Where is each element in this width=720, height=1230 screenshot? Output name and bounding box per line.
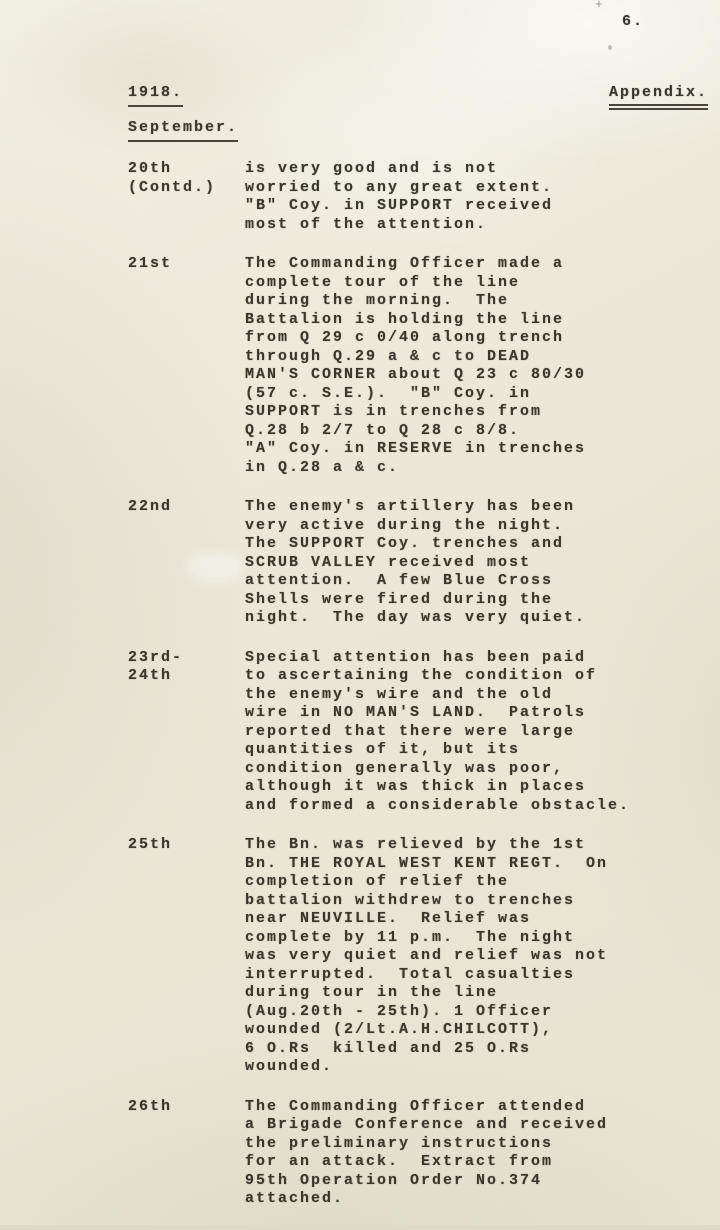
entry-text-line: quantities of it, but its <box>245 741 521 758</box>
diary-entry <box>128 836 694 1077</box>
entry-date <box>128 160 245 234</box>
entry-text-line: MAN'S CORNER about Q 23 c 80/30 <box>245 366 587 383</box>
entry-text-line: The enemy's artillery has been <box>245 498 576 515</box>
diary-entry <box>128 160 694 234</box>
entry-date-line: (Contd.) <box>128 178 217 196</box>
entry-text-line: to ascertaining the condition of <box>245 667 598 684</box>
entry-text-line: condition generally was poor, <box>245 759 565 777</box>
entry-text-line: the enemy's wire and the old <box>245 685 554 703</box>
entry-text-line: "B" Coy. in SUPPORT received <box>245 197 554 214</box>
diary-entry <box>128 1098 694 1209</box>
entry-text-line: 95th Operation Order No.374 <box>245 1171 543 1189</box>
entry-date <box>128 649 245 816</box>
entry-text-line: interrupted. Total casualties <box>245 965 576 983</box>
entry-text-line: wire in NO MAN'S LAND. Patrols <box>245 704 587 721</box>
entry-text-line: wounded. <box>245 1058 334 1075</box>
entry-text-line: very active during the night. <box>245 516 565 534</box>
entry-text-line: wounded (2/Lt.A.H.CHILCOTT), <box>245 1021 554 1038</box>
entry-text-line: Q.28 b 2/7 to Q 28 c 8/8. <box>245 421 521 439</box>
entry-text-line: during tour in the line <box>245 984 499 1001</box>
appendix-heading-text: Appendix. <box>609 84 708 110</box>
entry-text-line: a Brigade Conference and received <box>245 1116 609 1133</box>
entry-text-line: (Aug.20th - 25th). 1 Officer <box>245 1002 554 1020</box>
entry-text-line: The Commanding Officer made a <box>245 255 565 272</box>
diary-entry <box>128 255 694 477</box>
entry-text-line: during the morning. The <box>245 292 510 309</box>
appendix-heading <box>609 84 708 110</box>
diary-entry <box>128 498 694 628</box>
entry-date-line: 24th <box>128 667 173 684</box>
entry-text-line: in Q.28 a & c. <box>245 458 400 476</box>
entry-text-line: night. The day was very quiet. <box>245 609 587 626</box>
pencil-mark-icon: + <box>595 0 603 12</box>
entry-text-line: The Bn. was relieved by the 1st <box>245 836 587 853</box>
entry-date-line: 21st <box>128 255 173 272</box>
entry-text-line: completion of relief the <box>245 873 510 890</box>
entry-text-line: worried to any great extent. <box>245 178 554 196</box>
entry-date <box>128 255 245 477</box>
entry-text-line: complete by 11 p.m. The night <box>245 928 576 946</box>
entry-text-line: was very quiet and relief was not <box>245 947 609 964</box>
entry-text-line: SUPPORT is in trenches from <box>245 403 543 420</box>
entry-date-line: 23rd- <box>128 648 184 666</box>
entry-date <box>128 1098 245 1209</box>
entry-text <box>245 160 694 234</box>
entry-text-line: The SUPPORT Coy. trenches and <box>245 535 565 552</box>
entry-text-line: for an attack. Extract from <box>245 1153 554 1170</box>
entry-text-line: attention. A few Blue Cross <box>245 572 554 589</box>
entry-text-line: most of the attention. <box>245 215 488 233</box>
month-heading <box>128 119 238 142</box>
entry-text-line: Shells were fired during the <box>245 590 554 608</box>
entry-date-line: 22nd <box>128 498 173 515</box>
entry-date-line: 25th <box>128 836 173 853</box>
entry-date <box>128 836 245 1077</box>
entry-date-line: 20th <box>128 160 173 177</box>
entry-text-line: (57 c. S.E.). "B" Coy. in <box>245 384 532 402</box>
entry-date <box>128 498 245 628</box>
entry-text-line: attached. <box>245 1190 345 1207</box>
entry-text <box>245 649 694 816</box>
entry-text-line: SCRUB VALLEY received most <box>245 553 532 571</box>
entry-text-line: and formed a considerable obstacle. <box>245 796 631 814</box>
entry-text-line: reported that there were large <box>245 722 576 740</box>
entry-text-line: complete tour of the line <box>245 273 521 291</box>
entry-text-line: battalion withdrew to trenches <box>245 891 576 909</box>
entry-text <box>245 1098 694 1209</box>
paper-speck <box>608 45 612 50</box>
entry-text-line: "A" Coy. in RESERVE in trenches <box>245 440 587 457</box>
entry-text-line: from Q 29 c 0/40 along trench <box>245 329 565 346</box>
entry-text <box>245 836 694 1077</box>
entry-text-line: Battalion is holding the line <box>245 310 565 328</box>
entry-text <box>245 255 694 477</box>
entry-text-line: Special attention has been paid <box>245 648 587 666</box>
diary-entry <box>128 649 694 816</box>
entry-date-line: 26th <box>128 1097 173 1115</box>
year-heading-text: 1918. <box>128 84 183 107</box>
entry-text-line: through Q.29 a & c to DEAD <box>245 347 532 365</box>
page-number: 6. <box>622 13 645 30</box>
entry-text-line: near NEUVILLE. Relief was <box>245 910 532 927</box>
entry-text-line: 6 O.Rs killed and 25 O.Rs <box>245 1039 532 1057</box>
entry-text-line: although it was thick in places <box>245 778 587 795</box>
year-heading <box>128 84 183 107</box>
entry-text-line: Bn. THE ROYAL WEST KENT REGT. On <box>245 854 609 872</box>
entry-text <box>245 498 694 628</box>
diary-entries <box>128 160 694 1230</box>
month-heading-text: September. <box>128 119 238 142</box>
entry-text-line: The Commanding Officer attended <box>245 1097 587 1115</box>
entry-text-line: the preliminary instructions <box>245 1134 554 1152</box>
entry-text-line: is very good and is not <box>245 160 499 177</box>
